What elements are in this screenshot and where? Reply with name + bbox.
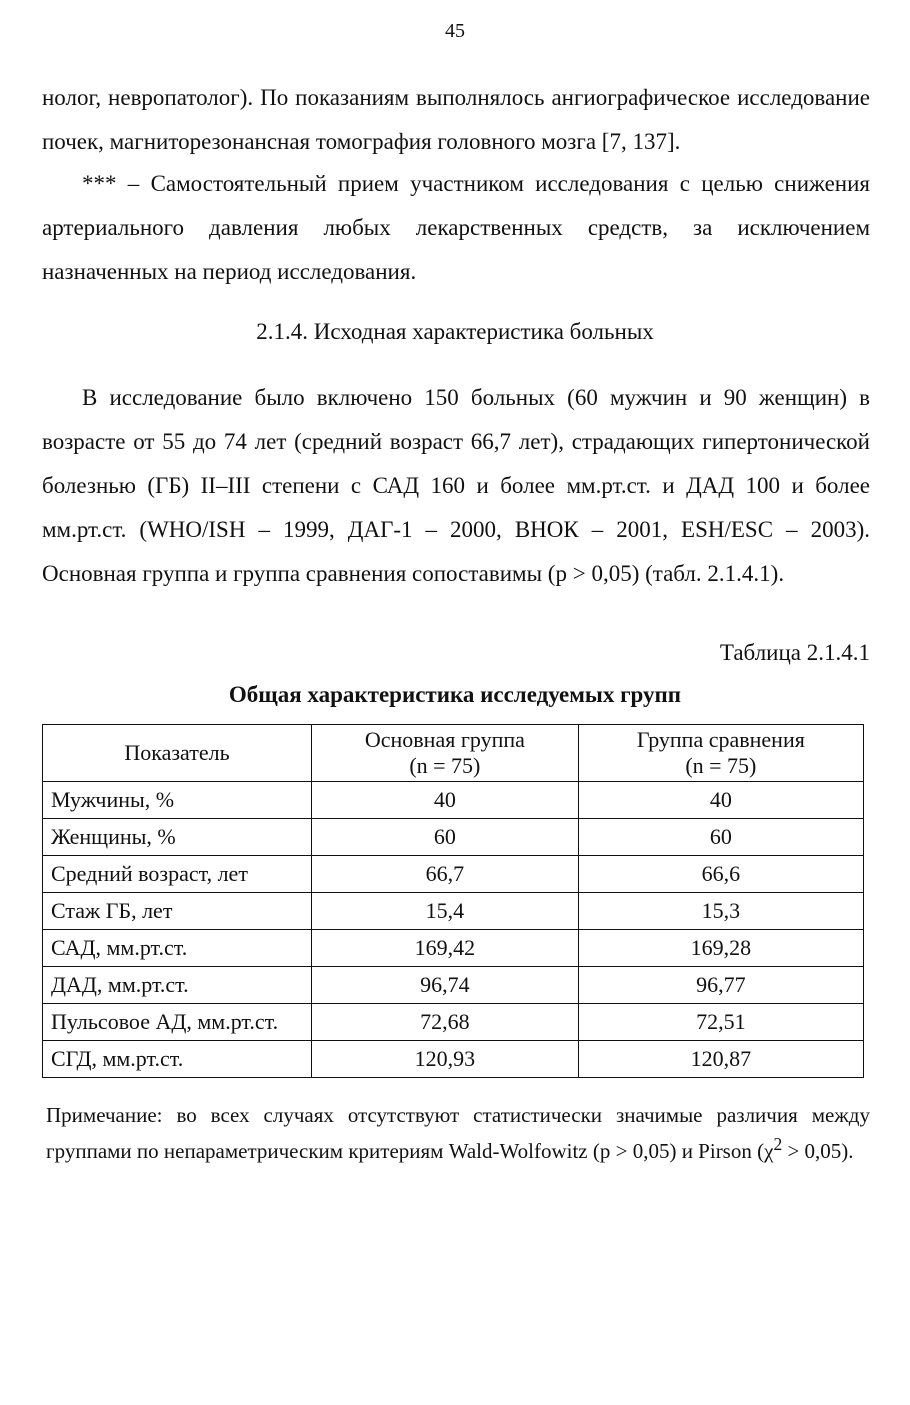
header-indicator: [43, 725, 312, 782]
table-note: [46, 1101, 870, 1166]
row-comparison-value: 120,87: [578, 1041, 863, 1078]
row-comparison-value: 15,3: [578, 893, 863, 930]
row-comparison-value: 66,6: [578, 856, 863, 893]
row-comparison-value: 40: [578, 782, 863, 819]
row-label: Мужчины, %: [43, 782, 312, 819]
header-main-group: [312, 725, 579, 782]
row-label: Женщины, %: [43, 819, 312, 856]
table-row: [43, 819, 864, 856]
note-superscript: 2: [773, 1134, 783, 1154]
header-comparison-group-n: (n = 75): [685, 753, 757, 778]
paragraph-continuation: нолог, невропатолог). По показаниям выполнялось ангиографическое исследование почек, магниторезонансная томография головного мозга [7, 137].: [42, 85, 870, 154]
note-text-before: Примечание: во всех случаях отсутствуют статистически значимые различия между группами по непараметрическим критериям Wald-Wolfowitz (p > 0,05) и Pirson (χ: [46, 1103, 870, 1163]
table-title: Общая характеристика исследуемых групп: [228, 682, 682, 707]
row-comparison-value: 169,28: [578, 930, 863, 967]
table-row: [43, 1004, 864, 1041]
row-main-value: 40: [312, 782, 579, 819]
table-row: [43, 893, 864, 930]
table-label: Таблица 2.1.4.1: [719, 640, 870, 665]
table-header-row: [43, 725, 864, 782]
row-main-value: 66,7: [312, 856, 579, 893]
page-number: 45: [445, 20, 465, 42]
row-comparison-value: 96,77: [578, 967, 863, 1004]
header-comparison-group: [578, 725, 863, 782]
header-indicator-label: Показатель: [124, 740, 230, 765]
header-main-group-n: (n = 75): [409, 753, 481, 778]
table-row: [43, 856, 864, 893]
row-label: СГД, мм.рт.ст.: [43, 1041, 312, 1078]
row-label: Пульсовое АД, мм.рт.ст.: [43, 1004, 312, 1041]
table-row: [43, 782, 864, 819]
paragraph-study-description: В исследование было включено 150 больных (60 мужчин и 90 женщин) в возрасте от 55 до 74 лет (средний возраст 66,7 лет), страдающих гипертонической болезнью (ГБ) II–III степени с САД 160 и более мм.рт.ст. и ДАД 100 и более мм.рт.ст. (WHO/ISH – 1999, ДАГ-1 – 2000, ВНОК – 2001, ESH/ESC – 2003). Основная группа и группа сравнения сопоставимы (p > 0,05) (табл. 2.1.4.1).: [42, 385, 870, 586]
row-label: ДАД, мм.рт.ст.: [43, 967, 312, 1004]
row-comparison-value: 72,51: [578, 1004, 863, 1041]
characteristics-table: [42, 724, 864, 1078]
row-main-value: 169,42: [312, 930, 579, 967]
note-text-after: > 0,05).: [782, 1139, 854, 1163]
row-main-value: 120,93: [312, 1041, 579, 1078]
row-label: Стаж ГБ, лет: [43, 893, 312, 930]
row-label: Средний возраст, лет: [43, 856, 312, 893]
section-heading: 2.1.4. Исходная характеристика больных: [256, 319, 654, 344]
row-comparison-value: 60: [578, 819, 863, 856]
row-label: САД, мм.рт.ст.: [43, 930, 312, 967]
row-main-value: 72,68: [312, 1004, 579, 1041]
table-row: [43, 967, 864, 1004]
row-main-value: 15,4: [312, 893, 579, 930]
table-row: [43, 930, 864, 967]
row-main-value: 96,74: [312, 967, 579, 1004]
row-main-value: 60: [312, 819, 579, 856]
table-row: [43, 1041, 864, 1078]
header-comparison-group-label: Группа сравнения: [636, 727, 805, 752]
paragraph-footnote-definition: *** – Самостоятельный прием участником исследования с целью снижения артериального давления любых лекарственных средств, за исключением назначенных на период исследования.: [42, 171, 870, 284]
header-main-group-label: Основная группа: [364, 727, 525, 752]
